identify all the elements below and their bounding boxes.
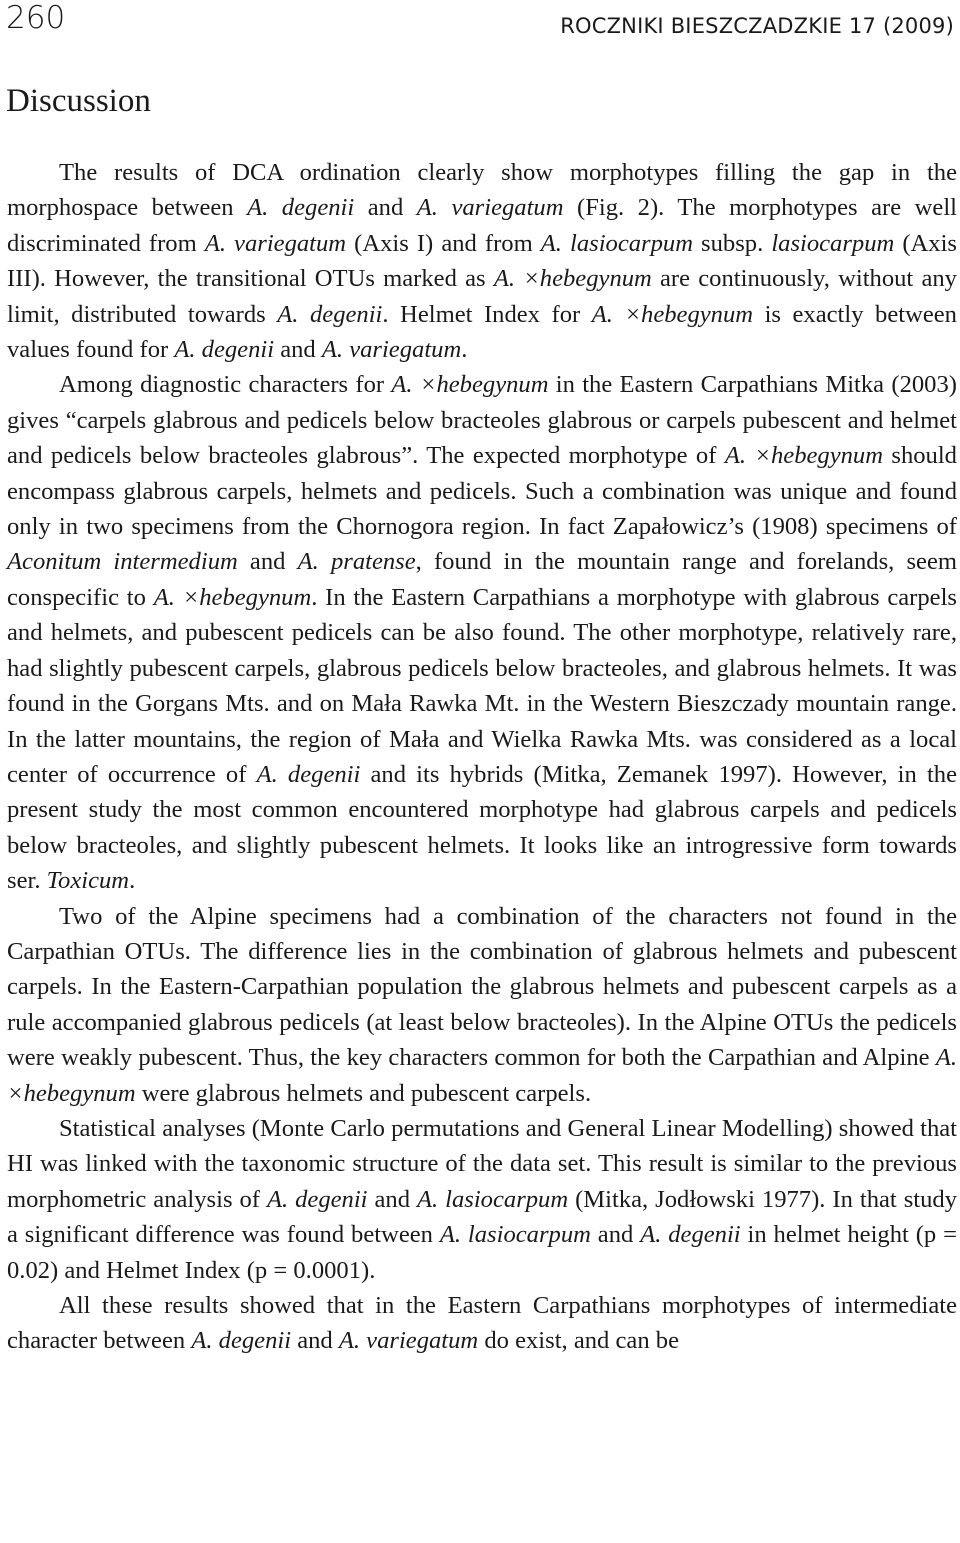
paragraph xyxy=(7,1111,957,1288)
paragraph xyxy=(7,367,957,898)
italic-run: Aconitum intermedium xyxy=(7,548,238,576)
text-run: (Axis III). However, the transitional OTUs marked as xyxy=(7,229,958,293)
italic-run: A. variegatum xyxy=(321,336,462,364)
italic-run: A. degenii xyxy=(256,760,361,788)
italic-run: A. degenii xyxy=(640,1221,741,1249)
text-run: subsp. xyxy=(692,229,772,257)
text-run: The results of DCA ordination clearly show morphotypes filling the gap in the morphospace between xyxy=(7,159,957,222)
paragraph xyxy=(7,155,957,367)
text-run: and xyxy=(590,1221,641,1249)
text-run: do exist, and can be xyxy=(478,1327,679,1355)
text-run: should encompass glabrous carpels, helmets and pedicels. Such a combination was unique and found only in two specimens from the Chornogora region. In fact Zapałowicz’s (1908) specimens of xyxy=(7,442,957,541)
text-run: Among diagnostic characters for xyxy=(59,371,392,399)
italic-run: A. degenii xyxy=(266,1185,368,1213)
italic-run: A. variegatum xyxy=(338,1327,479,1355)
text-run: . In the Eastern Carpathians a morphotype with glabrous carpels and helmets, and pubescent pedicels can be also found. The other morphotype, relatively rare, had slightly pubescent carpels, glabrous pedicels below bracteoles, and glabrous helmets. It was found in the Gorgans Mts. and on Mała Rawka Mt. in the Western Bieszczady mountain range. In the latter mountains, the region of Mała and Wielka Rawka Mts. was considered as a local center of occurrence of xyxy=(7,583,957,788)
italic-run: A. degenii xyxy=(174,336,275,364)
italic-run: A. ×hebegynum xyxy=(591,300,754,328)
italic-run: A. ×hebegynum xyxy=(724,442,883,470)
text-run: and its hybrids (Mitka, Zemanek 1997). However, in the present study the most common encountered morphotype had glabrous carpels and pedicels below bracteoles, and slightly pubescent helmets. It looks like an introgressive form towards ser. xyxy=(7,760,957,895)
text-run: and xyxy=(354,194,417,222)
text-run: and xyxy=(367,1185,417,1213)
italic-run: Toxicum xyxy=(46,867,130,895)
text-run: (Axis I) and from xyxy=(346,229,541,257)
italic-run: lasiocarpum xyxy=(771,229,895,257)
italic-run: A. pratense xyxy=(297,548,416,576)
text-run: Statistical analyses (Monte Carlo permutations and General Linear Modelling) showed that HI was linked with the taxonomic structure of the data set. This result is similar to the previous morphometric analysis of xyxy=(7,1114,957,1213)
section-title: Discussion xyxy=(6,83,151,119)
italic-run: A. ×hebegynum xyxy=(7,1044,957,1107)
page-header xyxy=(6,0,954,48)
italic-run: A. degenii xyxy=(247,194,355,222)
italic-run: A. ×hebegynum xyxy=(153,583,312,611)
text-run: . xyxy=(461,336,468,364)
text-run: and xyxy=(274,336,322,364)
italic-run: A. lasiocarpum xyxy=(417,1185,569,1213)
italic-run: A. variegatum xyxy=(416,194,564,222)
italic-run: A. degenii xyxy=(191,1327,292,1355)
text-run: Two of the Alpine specimens had a combination of the characters not found in the Carpathian OTUs. The difference lies in the combination of glabrous helmets and pubescent carpels. In the Eastern-Carpathian population the glabrous helmets and pubescent carpels as a rule accompanied glabrous pedicels (at least below bracteoles). In the Alpine OTUs the pedicels were weakly pubescent. Thus, the key characters common for both the Carpathian and Alpine xyxy=(7,902,957,1072)
text-run: and xyxy=(291,1327,339,1355)
text-run: in the Eastern Carpathians Mitka (2003) gives “carpels glabrous and pedicels below bracteoles glabrous or carpels pubescent and helmet and pedicels below bracteoles glabrous”. The expected morphotype of xyxy=(7,371,957,470)
text-run: . Helmet Index for xyxy=(382,300,592,328)
italic-run: A. ×hebegynum xyxy=(391,371,549,399)
italic-run: A. variegatum xyxy=(204,229,347,257)
text-run: in helmet height (p = 0.02) and Helmet Index (p = 0.0001). xyxy=(7,1221,957,1284)
paragraph xyxy=(7,1288,957,1359)
text-run: . xyxy=(129,867,136,895)
text-run: were glabrous helmets and pubescent carpels. xyxy=(135,1079,592,1107)
italic-run: A. degenii xyxy=(277,300,383,328)
text-run: are continuously, without any limit, distributed towards xyxy=(7,265,957,328)
text-run: (Mitka, Jodłowski 1977). In that study a significant difference was found between xyxy=(7,1185,958,1249)
discussion-body xyxy=(7,155,957,1359)
text-run: (Fig. 2). The morphotypes are well discriminated from xyxy=(7,194,957,257)
italic-run: A. ×hebegynum xyxy=(493,265,652,293)
italic-run: A. lasiocarpum xyxy=(540,229,693,257)
text-run: and xyxy=(237,548,298,576)
text-run: is exactly between values found for xyxy=(7,300,957,364)
paragraph xyxy=(7,899,957,1111)
page-number: 260 xyxy=(6,0,66,36)
text-run: , found in the mountain range and forelands, seem conspecific to xyxy=(7,548,957,611)
italic-run: A. lasiocarpum xyxy=(439,1221,591,1249)
text-run: All these results showed that in the Eastern Carpathians morphotypes of intermediate character between xyxy=(7,1292,957,1355)
running-head: ROCZNIKI BIESZCZADZKIE 17 (2009) xyxy=(560,14,954,38)
